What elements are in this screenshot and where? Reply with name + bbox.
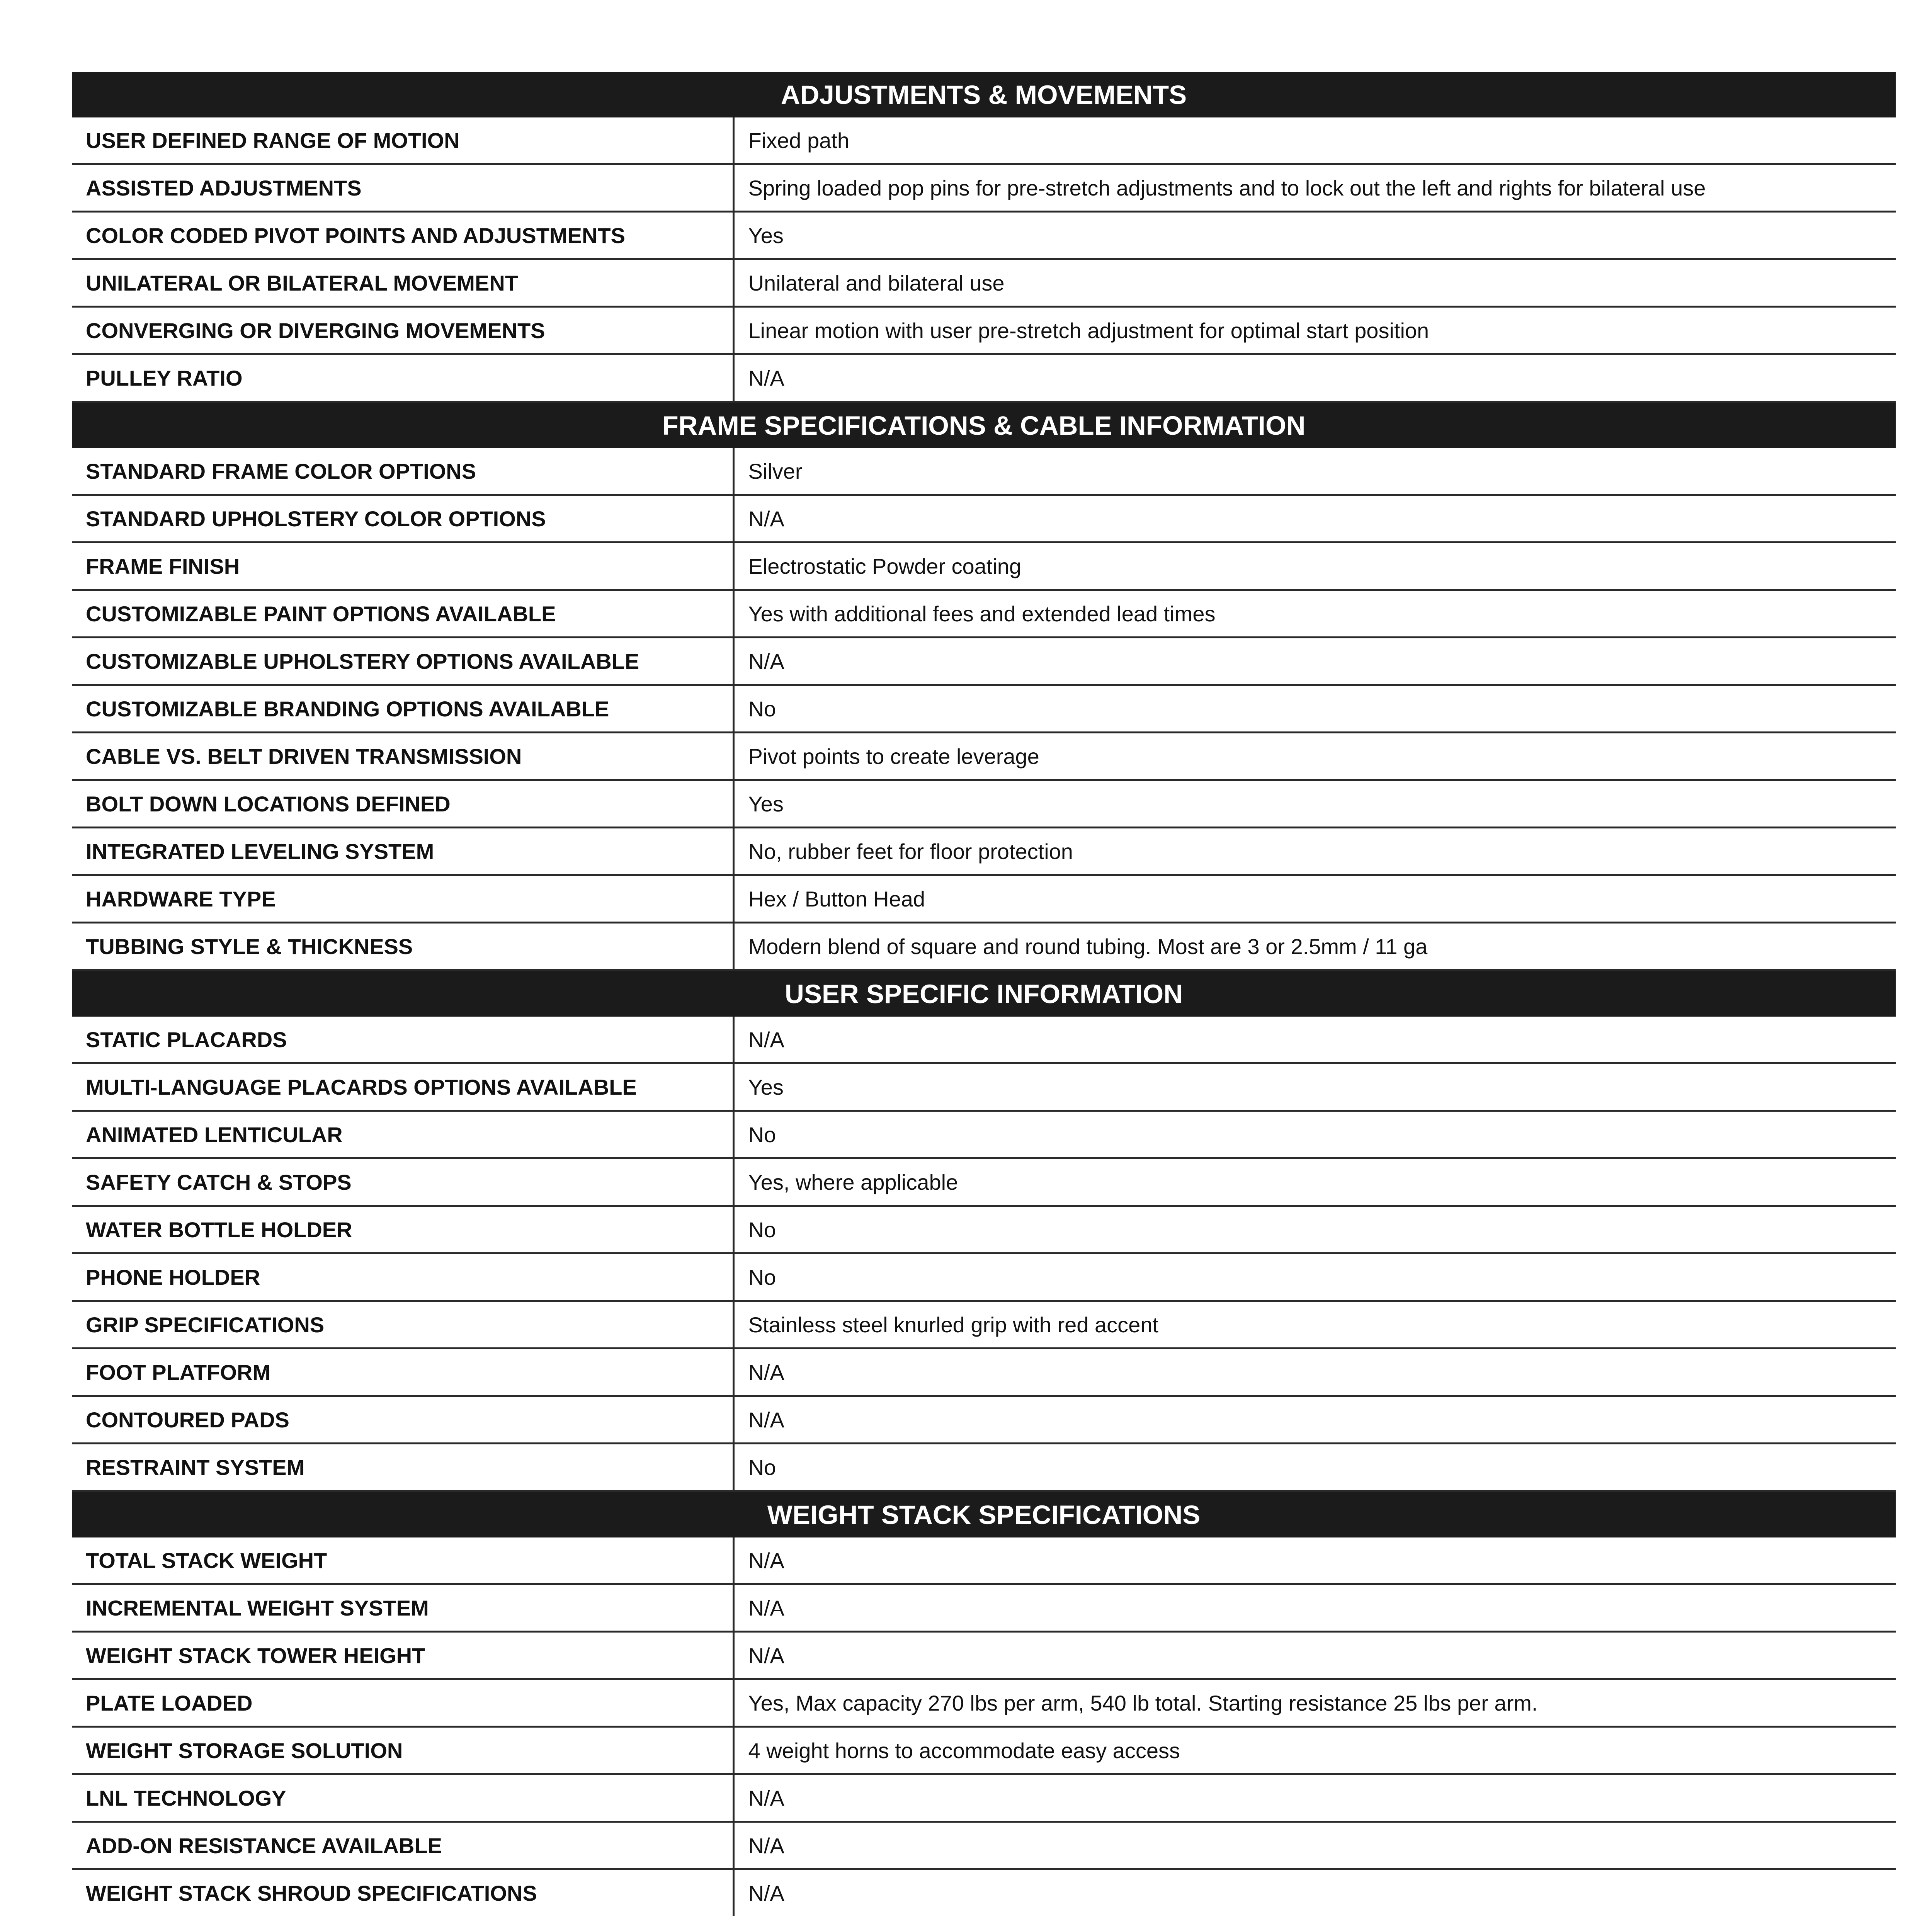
spec-label: TOTAL STACK WEIGHT	[72, 1537, 733, 1584]
spec-value: N/A	[733, 354, 1896, 402]
spec-label: ADD-ON RESISTANCE AVAILABLE	[72, 1822, 733, 1869]
spec-row	[72, 1253, 1896, 1301]
section-title: FRAME SPECIFICATIONS & CABLE INFORMATION	[72, 402, 1896, 449]
spec-label: FOOT PLATFORM	[72, 1349, 733, 1396]
spec-value: No	[733, 1253, 1896, 1301]
spec-row	[72, 307, 1896, 354]
spec-label: STANDARD UPHOLSTERY COLOR OPTIONS	[72, 495, 733, 543]
spec-value: N/A	[733, 1822, 1896, 1869]
spec-label: MULTI-LANGUAGE PLACARDS OPTIONS AVAILABLE	[72, 1063, 733, 1111]
spec-value: Unilateral and bilateral use	[733, 259, 1896, 307]
spec-row	[72, 1822, 1896, 1869]
spec-row	[72, 1396, 1896, 1444]
section-header-row	[72, 72, 1896, 117]
spec-row	[72, 495, 1896, 543]
spec-value: Yes, where applicable	[733, 1158, 1896, 1206]
section-header-row	[72, 1491, 1896, 1538]
spec-label: UNILATERAL OR BILATERAL MOVEMENT	[72, 259, 733, 307]
spec-value: Modern blend of square and round tubing. Most are 3 or 2.5mm / 11 ga	[733, 923, 1896, 970]
spec-value: No	[733, 1206, 1896, 1253]
section-title: USER SPECIFIC INFORMATION	[72, 970, 1896, 1017]
spec-row	[72, 1869, 1896, 1916]
spec-label: PHONE HOLDER	[72, 1253, 733, 1301]
spec-value: No	[733, 1111, 1896, 1158]
spec-row	[72, 1727, 1896, 1774]
spec-row	[72, 448, 1896, 495]
spec-row	[72, 1584, 1896, 1632]
spec-label: INTEGRATED LEVELING SYSTEM	[72, 828, 733, 875]
spec-value: Spring loaded pop pins for pre-stretch adjustments and to lock out the left and rights for bilateral use	[733, 164, 1896, 212]
spec-row	[72, 543, 1896, 590]
spec-table	[72, 72, 1896, 1916]
spec-label: FRAME FINISH	[72, 543, 733, 590]
spec-value: Hex / Button Head	[733, 875, 1896, 923]
spec-label: TUBBING STYLE & THICKNESS	[72, 923, 733, 970]
spec-row	[72, 354, 1896, 402]
spec-value: Fixed path	[733, 117, 1896, 164]
spec-value: Yes	[733, 1063, 1896, 1111]
spec-row	[72, 875, 1896, 923]
spec-value: Yes	[733, 212, 1896, 259]
spec-value: Linear motion with user pre-stretch adjustment for optimal start position	[733, 307, 1896, 354]
spec-value: Yes with additional fees and extended lead times	[733, 590, 1896, 638]
spec-label: WEIGHT STACK TOWER HEIGHT	[72, 1632, 733, 1679]
spec-value: N/A	[733, 1396, 1896, 1444]
spec-label: STATIC PLACARDS	[72, 1017, 733, 1063]
spec-row	[72, 1632, 1896, 1679]
spec-row	[72, 164, 1896, 212]
spec-value: Stainless steel knurled grip with red accent	[733, 1301, 1896, 1349]
spec-value: N/A	[733, 495, 1896, 543]
spec-label: SAFETY CATCH & STOPS	[72, 1158, 733, 1206]
spec-row	[72, 780, 1896, 828]
spec-value: Yes, Max capacity 270 lbs per arm, 540 lb total. Starting resistance 25 lbs per arm.	[733, 1679, 1896, 1727]
spec-label: CONVERGING OR DIVERGING MOVEMENTS	[72, 307, 733, 354]
spec-label: USER DEFINED RANGE OF MOTION	[72, 117, 733, 164]
spec-row	[72, 1017, 1896, 1063]
spec-label: LNL TECHNOLOGY	[72, 1774, 733, 1822]
spec-value: No	[733, 685, 1896, 733]
spec-row	[72, 117, 1896, 164]
spec-value: N/A	[733, 1774, 1896, 1822]
section-title: ADJUSTMENTS & MOVEMENTS	[72, 72, 1896, 117]
spec-label: CABLE VS. BELT DRIVEN TRANSMISSION	[72, 733, 733, 780]
spec-label: CUSTOMIZABLE PAINT OPTIONS AVAILABLE	[72, 590, 733, 638]
spec-value: N/A	[733, 1584, 1896, 1632]
spec-row	[72, 212, 1896, 259]
spec-label: RESTRAINT SYSTEM	[72, 1444, 733, 1491]
spec-value: N/A	[733, 1537, 1896, 1584]
spec-label: CUSTOMIZABLE UPHOLSTERY OPTIONS AVAILABLE	[72, 638, 733, 685]
section-header-row	[72, 970, 1896, 1017]
spec-label: GRIP SPECIFICATIONS	[72, 1301, 733, 1349]
spec-value: Yes	[733, 780, 1896, 828]
spec-value: No	[733, 1444, 1896, 1491]
spec-value: Electrostatic Powder coating	[733, 543, 1896, 590]
spec-row	[72, 638, 1896, 685]
spec-row	[72, 923, 1896, 970]
spec-value: 4 weight horns to accommodate easy access	[733, 1727, 1896, 1774]
spec-row	[72, 1679, 1896, 1727]
spec-label: STANDARD FRAME COLOR OPTIONS	[72, 448, 733, 495]
spec-value: N/A	[733, 638, 1896, 685]
spec-label: WEIGHT STACK SHROUD SPECIFICATIONS	[72, 1869, 733, 1916]
spec-label: ANIMATED LENTICULAR	[72, 1111, 733, 1158]
spec-row	[72, 1111, 1896, 1158]
section-header-row	[72, 402, 1896, 449]
spec-value: Pivot points to create leverage	[733, 733, 1896, 780]
spec-row	[72, 1301, 1896, 1349]
spec-row	[72, 1158, 1896, 1206]
spec-label: ASSISTED ADJUSTMENTS	[72, 164, 733, 212]
spec-value: N/A	[733, 1017, 1896, 1063]
spec-label: WATER BOTTLE HOLDER	[72, 1206, 733, 1253]
spec-row	[72, 733, 1896, 780]
spec-label: INCREMENTAL WEIGHT SYSTEM	[72, 1584, 733, 1632]
spec-label: BOLT DOWN LOCATIONS DEFINED	[72, 780, 733, 828]
spec-label: WEIGHT STORAGE SOLUTION	[72, 1727, 733, 1774]
spec-row	[72, 1206, 1896, 1253]
spec-row	[72, 1774, 1896, 1822]
spec-value: N/A	[733, 1349, 1896, 1396]
spec-row	[72, 685, 1896, 733]
spec-value: No, rubber feet for floor protection	[733, 828, 1896, 875]
spec-label: HARDWARE TYPE	[72, 875, 733, 923]
spec-value: N/A	[748, 1881, 784, 1905]
spec-label: CONTOURED PADS	[72, 1396, 733, 1444]
spec-value: N/A	[733, 1632, 1896, 1679]
spec-label: PLATE LOADED	[72, 1679, 733, 1727]
spec-row	[72, 259, 1896, 307]
spec-row	[72, 1444, 1896, 1491]
spec-label: COLOR CODED PIVOT POINTS AND ADJUSTMENTS	[72, 212, 733, 259]
spec-table-body	[72, 72, 1896, 1916]
spec-row	[72, 1537, 1896, 1584]
spec-row	[72, 828, 1896, 875]
spec-row	[72, 590, 1896, 638]
section-title: WEIGHT STACK SPECIFICATIONS	[72, 1491, 1896, 1538]
spec-label: PULLEY RATIO	[72, 354, 733, 402]
spec-value: Silver	[733, 448, 1896, 495]
spec-row	[72, 1349, 1896, 1396]
spec-row	[72, 1063, 1896, 1111]
spec-label: CUSTOMIZABLE BRANDING OPTIONS AVAILABLE	[72, 685, 733, 733]
